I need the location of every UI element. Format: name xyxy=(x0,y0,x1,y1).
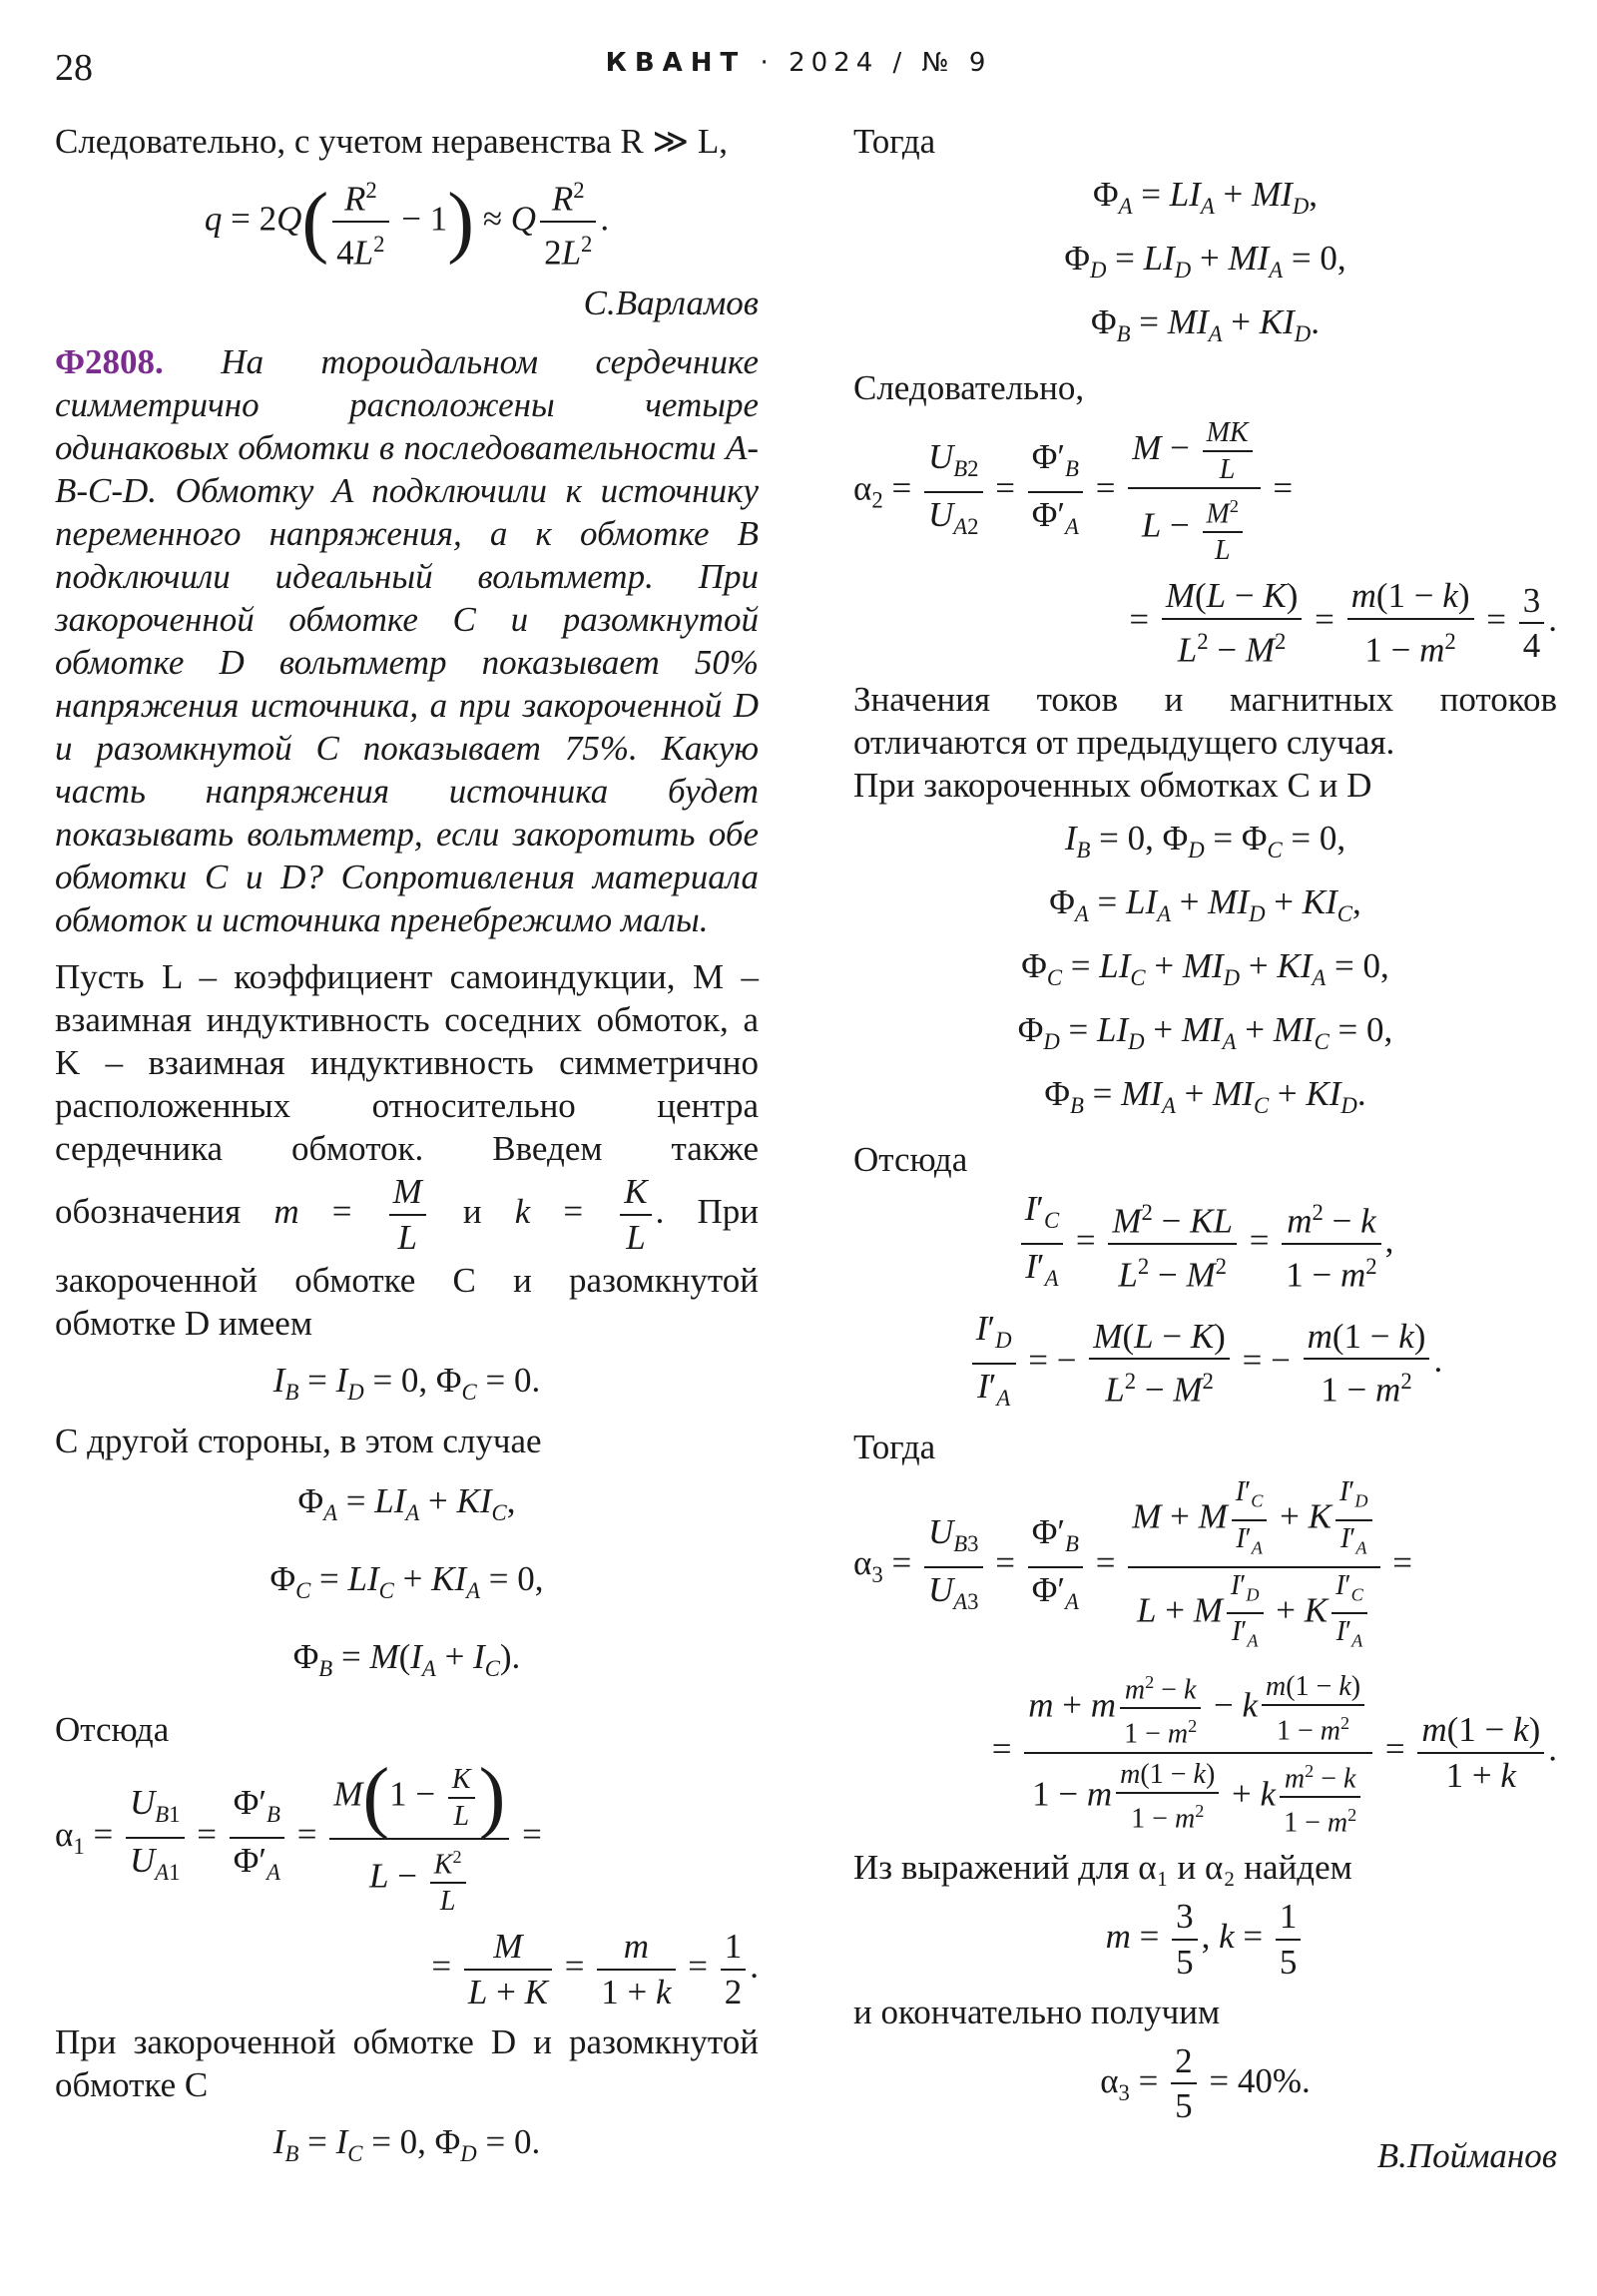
right-paragraph-8: и окончательно получим xyxy=(853,1992,1221,2031)
equation-q: q = 2Q( $\frac{R^2}{4L^2}$ − 1) ≈ Q $\frac{R^2}{2L^2}$ . xyxy=(55,169,759,276)
page-number: 28 xyxy=(55,47,93,89)
equation-ratio-c: $\frac{I'_C}{I'_A}$ = $\frac{M^2 - KL}{L^2 - M^2}$ = $\frac{m^2 - k}{1 - m^2}$ , xyxy=(853,1187,1557,1301)
right-paragraph-3: Значения токов и магнитных потоков отличаются от предыдущего случая. xyxy=(853,680,1557,763)
left-paragraph-3: С другой стороны, в этом случае xyxy=(55,1422,542,1461)
notation-intro: Пусть L – коэффициент самоиндукции, M – взаимная индуктивность соседних обмоток, а K – взаимная индуктивность симметрично расположенных относительно центра сердечника обмоток. Введем также обозначения xyxy=(55,956,759,1231)
equation-alpha-1: $\alpha_1$ = $\frac{U_{B1}}{U_{A1}}$ = $\frac{\Phi'_B}{\Phi'_A}$ = M(1 − $\frac{K}{L}$ ) L − $\frac{K^2}{L}$ = xyxy=(55,1752,542,1918)
equation-m-k-values: m = $\frac{3}{5}$ , k = $\frac{1}{5}$ xyxy=(853,1895,1557,1985)
equation-final-answer: $\alpha_3$ = $\frac{2}{5}$ = 40%. xyxy=(1100,2040,1311,2126)
equation-flux-block-2: $\Phi_A = LI_A + MI_D$, $\Phi_D = LI_D + MI_A = 0$, $\Phi_B = MI_A + KI_D$. xyxy=(1064,175,1346,346)
notation-tail: . При закороченной обмотке C и разомкнутой обмотке D имеем xyxy=(55,1191,760,1344)
left-column xyxy=(55,120,759,2181)
problem-body: На тороидальном сердечнике симметрично расположены четыре одинаковых обмотки в последовательности A-B-C-D. Обмотку A подключили к источнику переменного напряжения, а к обмотке B подключили идеальный вольтметр. При закороченной обмотке C и разомкнутой обмотке D вольтметр показывает 50% напряжения источника, а при закороченной D и разомкнутой C показывает 75%. Какую часть напряжения источника будет показывать вольтметр, если закоротить обе обмотки C и D? Сопротивления материала обмоток и источника пренебрежимо малы. xyxy=(55,341,760,939)
equation-currents-2: $I_B = I_C = 0$, $\Phi_D = 0$. xyxy=(272,2121,541,2166)
notation-and: и xyxy=(462,1191,482,1231)
running-head xyxy=(0,48,1597,78)
problem-statement xyxy=(55,340,759,941)
right-paragraph-7: Из выражений для α₁ и α₂ найдем xyxy=(853,1848,1352,1888)
equation-flux-block-3: $I_B = 0$, $\Phi_D = \Phi_C = 0$, $\Phi_A = LI_A + MI_D + KI_C$, $\Phi_C = LI_C + MI_D + KI_A = 0$, $\Phi_D = LI_D + MI_A + MI_C = 0$, $\Phi_B = MI_A + MI_C + KI_D$. xyxy=(1017,819,1393,1119)
author-poymanov: В.Пойманов xyxy=(1376,2136,1557,2176)
left-paragraph-4: Отсюда xyxy=(55,1710,170,1750)
equation-currents-1: $I_B = I_D = 0$, $\Phi_C = 0$. xyxy=(272,1361,541,1406)
left-paragraph-1: Следовательно, с учетом неравенства R ≫ L, xyxy=(55,122,729,161)
equation-flux-block-1: $\Phi_A = LI_A + KI_C$, $\Phi_C = LI_C + KI_A = 0$, $\Phi_B = M(I_A + I_C)$. xyxy=(269,1481,544,1682)
right-paragraph-1: Тогда xyxy=(853,122,936,161)
author-varlamov: С.Варламов xyxy=(583,283,759,322)
problem-number: Ф2808. xyxy=(55,341,164,381)
header-separator: · xyxy=(760,48,775,78)
issue-number: 2024 / № 9 xyxy=(789,48,992,78)
right-paragraph-2: Следовательно, xyxy=(853,368,1085,407)
right-paragraph-4: При закороченных обмотках C и D xyxy=(853,766,1372,806)
equation-ratio-d: $\frac{I'_D}{I'_A}$ = − $\frac{M(L - K)}{L^2 - M^2}$ = − $\frac{m(1 - k)}{1 - m^2}$ . xyxy=(853,1307,1557,1421)
magazine-name: КВАНТ xyxy=(605,48,747,78)
equation-alpha-1-result: = $\frac{M}{L + K}$ = $\frac{m}{1 + k}$ = $\frac{1}{2}$ . xyxy=(431,1927,759,2011)
left-paragraph-5: При закороченной обмотке D и разомкнутой обмотке C xyxy=(55,2021,759,2104)
right-column xyxy=(853,120,1557,2185)
left-paragraph-2: Пусть L – коэффициент самоиндукции, M – взаимная индуктивность соседних обмоток, а K – взаимная индуктивность симметрично расположенных относительно центра сердечника обмоток. Введем также обозначения m = $\frac{M}{L}$ и k = $\frac{K}{L}$ . При закороченной обмотке C и разомкнутой обмотке D имеем xyxy=(55,956,760,1344)
right-paragraph-6: Тогда xyxy=(853,1428,936,1467)
equation-alpha-3-result: = m + m $\frac{m^2 - k}{1 - m^2}$ − k $\frac{m(1 - k)}{1 - m^2}$ 1 − m $\frac{m(1 - k)}{1 - m^2}$ + k $\frac{m^2 - k}{1 - m^2}$ = $\frac{m(1 - k)}{1 + k}$ . xyxy=(853,1665,1557,1840)
right-paragraph-5: Отсюда xyxy=(853,1140,968,1180)
equation-alpha-2-result: = $\frac{M(L - K)}{L^2 - M^2}$ = $\frac{m(1 - k)}{1 - m^2}$ = $\frac{3}{4}$ . xyxy=(1129,576,1557,670)
equation-alpha-3: $\alpha_3$ = $\frac{U_{B3}}{U_{A3}}$ = $\frac{\Phi'_B}{\Phi'_A}$ = M + M $\frac{I'_C}{I'_A}$ + K $\frac{I'_D}{I'_A}$ L + M $\frac{I'_D}{I'_A}$ + K $\frac{I'_C}{I'_A}$ = xyxy=(853,1476,1413,1651)
equation-alpha-2: $\alpha_2$ = $\frac{U_{B2}}{U_{A2}}$ = $\frac{\Phi'_B}{\Phi'_A}$ = M − $\frac{MK}{L}$ L − $\frac{M^2}{L}$ = xyxy=(853,417,1294,567)
